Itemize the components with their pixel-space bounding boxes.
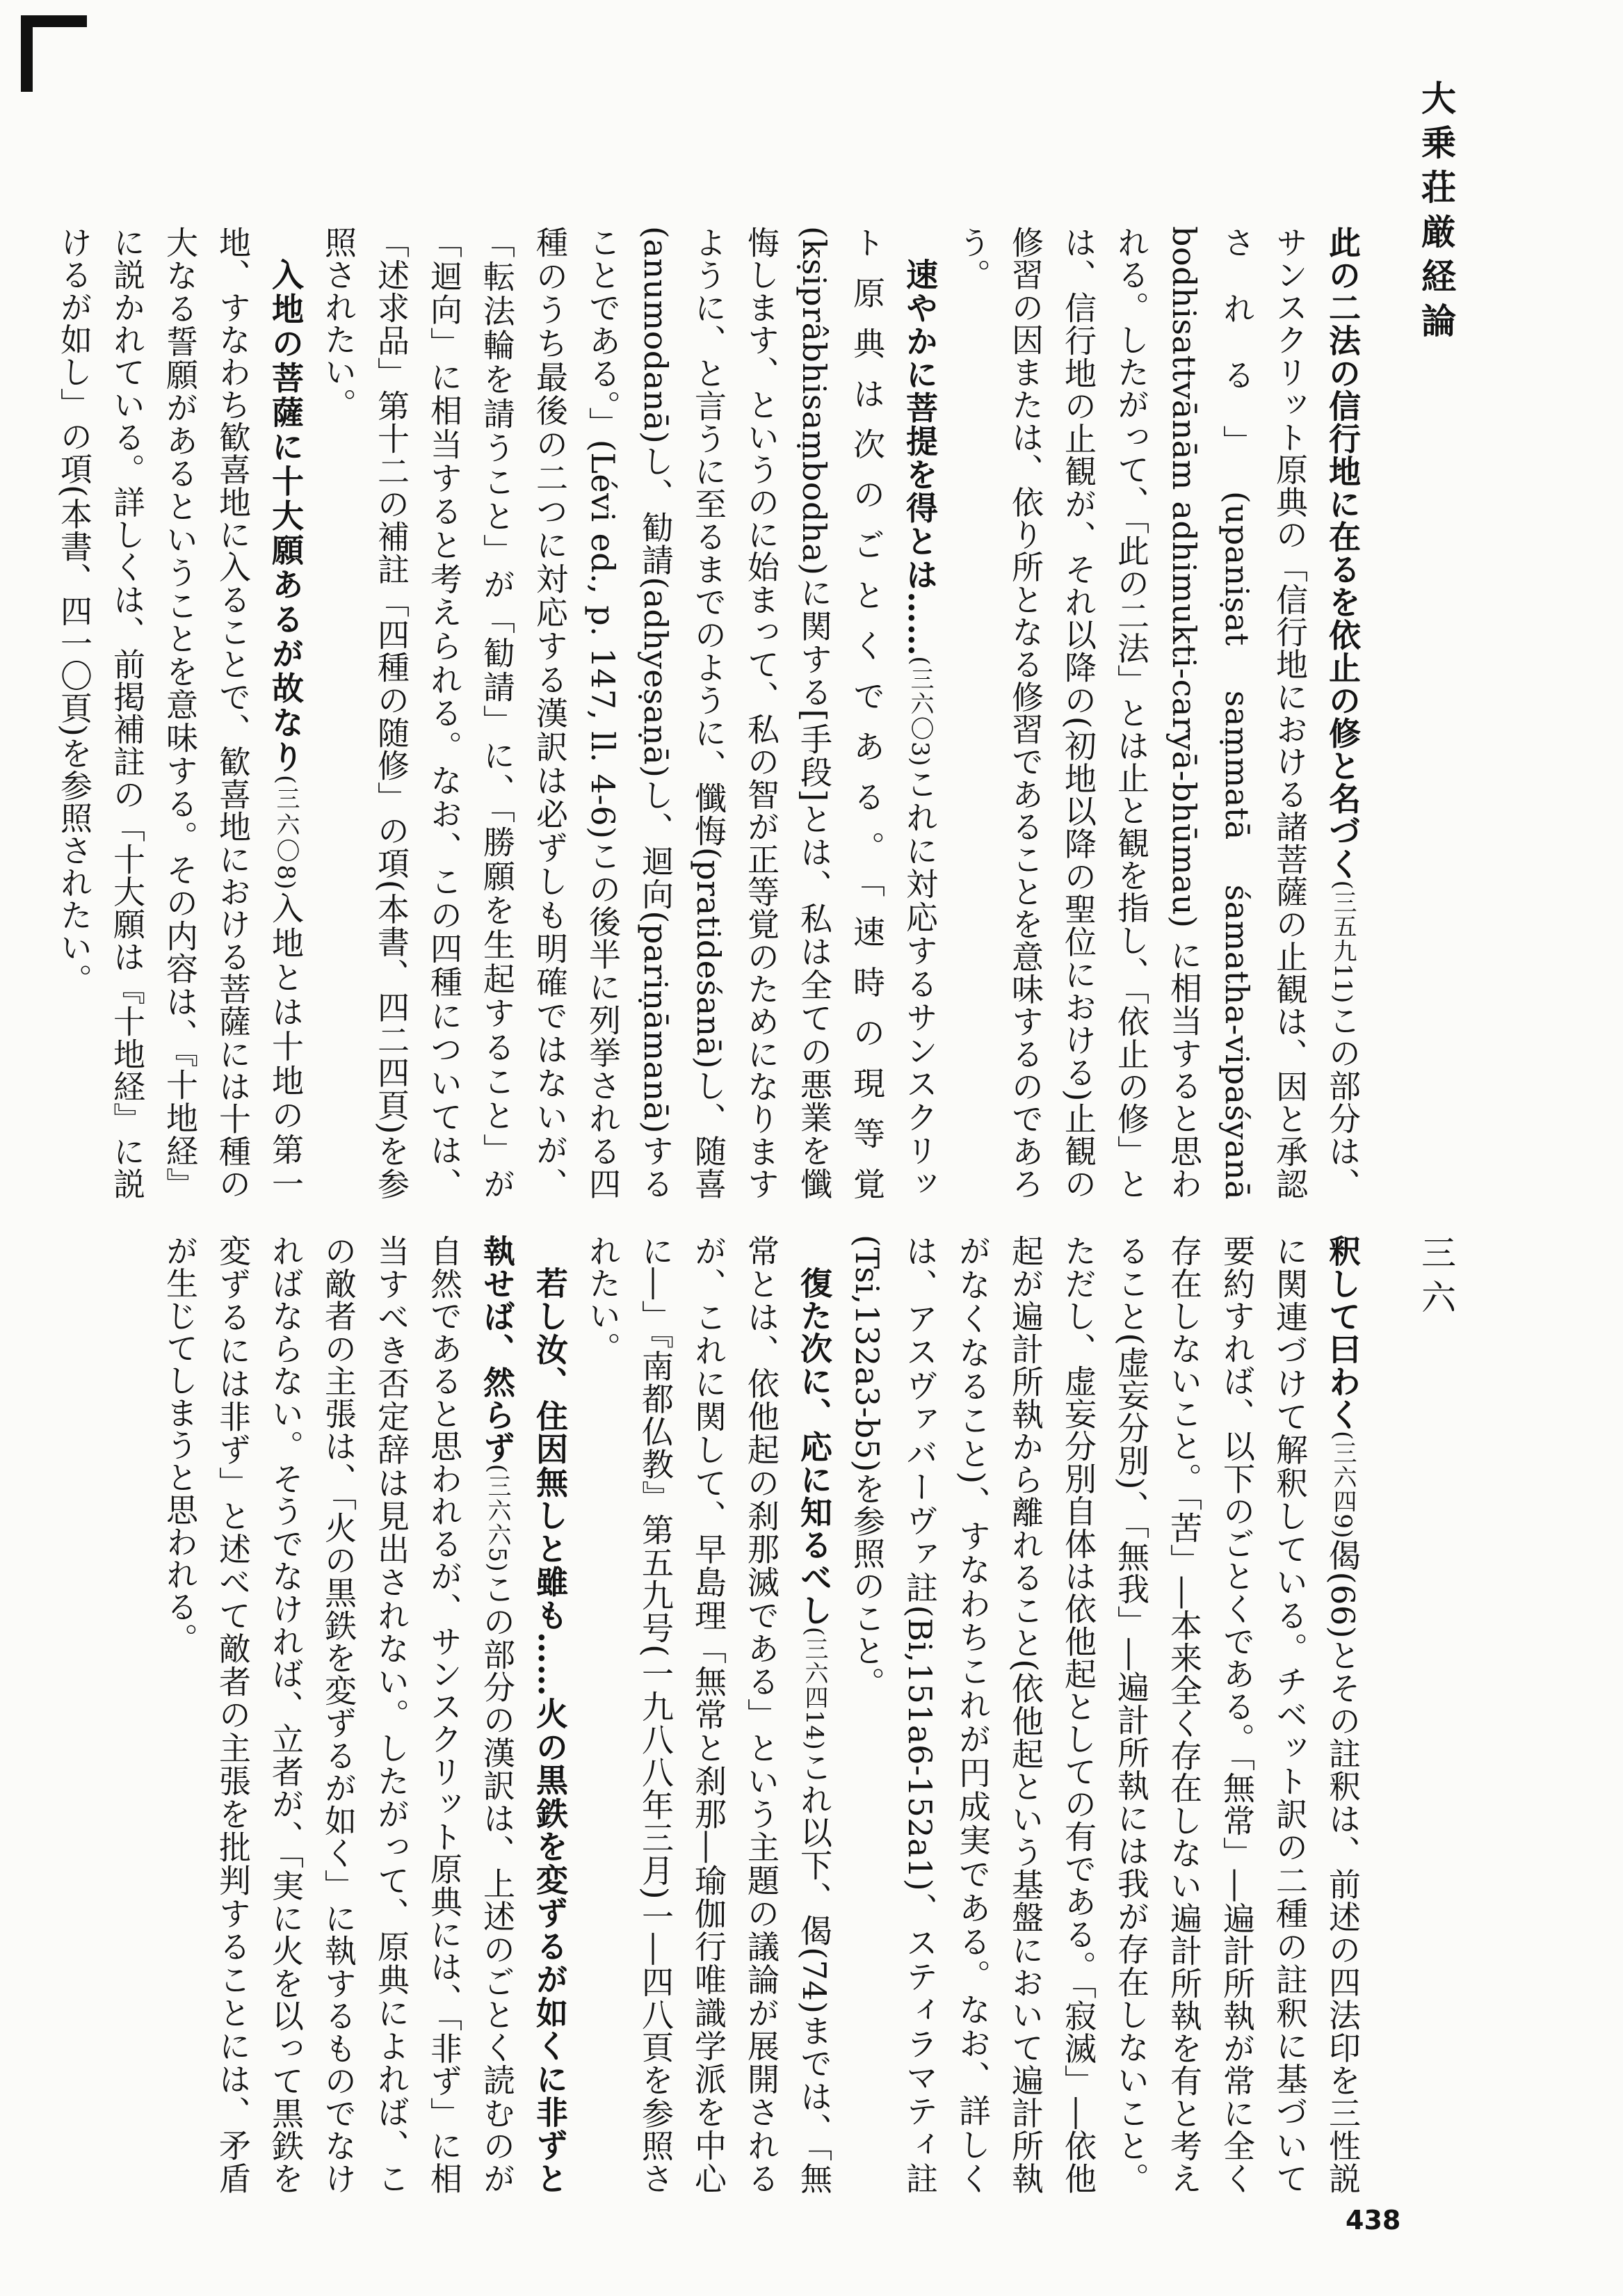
upper-text-column [56,226,1369,1201]
note-heading: 若し汝、住因無しと雖も……火の黒鉄を変ずるが如くに非ずと執せば、然らず [478,1235,569,2194]
page-number-kanji: 三六 [1416,1235,1456,1324]
lower-text-column [161,1235,1369,2195]
note-heading: 速やかに菩提を得とは…… [901,258,939,657]
note-body: 入地とは十地の第一地、すなわち歓喜地に入ることで、歓喜地における菩薩には十種の大なる誓願があるということを意味する。その内容は、『十地経』に説かれている。詳しくは、前掲補註の「十大願は『十地経』に説けるが如し」の項(本書、四一〇頁)を参照されたい。 [56,226,305,1201]
note-reference: (三六四14) [800,1626,828,1751]
note-body: この部分の漢訳は、上述のごとく読むのが自然であると思われるが、サンスクリット原典には、「非ず」に相当すべき否定辞は見出されない。したがって、原典によれば、この敵者の主張は、「火の黒鉄を変ずるが如く」に執するものでなければならない。そうでなければ、立者が、「実に火を以って黒鉄を変ずるには非ず」と述べて敵者の主張を批判することには、矛盾が生じてしまうと思われる。 [161,1235,516,2195]
note-paragraph [946,226,1369,1200]
note-paragraph [154,1235,576,2194]
note-paragraph [576,1235,841,2194]
note-reference: (三六六5) [483,1463,511,1573]
note-paragraph [48,226,312,1200]
note-reference: (三六四9) [1329,1430,1357,1539]
note-body: これ以下、偈(74)までは、「無常とは、依他起の刹那滅である」という主題の議論が展開されるが、これに関して、早島理「無常と刹那―瑜伽行唯識学派を中心に―」『南都仏教』第五九号(一九八八年三月)一―四八頁を参照されたい。 [584,1235,833,2194]
note-paragraph [841,1235,1369,2194]
note-heading: 復た次に、応に知るべし [796,1267,833,1627]
note-body: これに対応するサンスクリット原典は次のごとくである。「速時の現等覚(kṣiprâbhisaṃbodha)に関する[手段]とは、私は全ての悪業を懺悔します、というのに始まって、私の智が正等覚のためになりますように、と言うに至るまでのように、懺悔(pratideśanā)し、随喜(anumodanā)し、勧請(adhyeṣaṇā)し、迴向(pariṇāmanā)することである。」(Lévi ed., p. 147, ll. 4-6)この後半に列挙される四種のうち最後の二つに対応する漢訳は必ずしも明確ではないが、「転法輪を請うこと」が「勧請」に、「勝願を生起すること」が「迴向」に相当すると考えられる。なお、この四種については、「述求品」第十二の補註「四種の随修」の項(本書、四二四頁)を参照されたい。 [320,226,939,1201]
running-title: 大乗荘厳経論 [1416,80,1457,347]
note-heading: 釈して曰わく [1324,1235,1362,1431]
page-number: 438 [1346,2205,1401,2235]
note-paragraph [312,226,946,1200]
note-heading: 入地の菩薩に十大願あるが故なり [267,258,305,775]
note-heading: 此の二法の信行地に在るを依止の修と名づく [1324,226,1362,881]
note-reference: (三五九11) [1329,880,1357,1004]
note-body: 偈(66)とその註釈は、前述の四法印を三性説に関連づけて解釈している。チベット訳の二種の註釈に基づいて要約すれば、以下のごとくである。「無常」―遍計所執が常に全く存在しないこと。「苦」―本来全く存在しない遍計所執を有と考えること(虚妄分別)、「無我」―遍計所執には我が存在しないこと。ただし、虚妄分別自体は依他起としての有である。「寂滅」―依他起が遍計所執から離れること(依他起という基盤において遍計所執がなくなること)、すなわちこれが円成実である。なお、詳しくは、アスヴァバーヴァ註(Bi,151a6-152a1)、スティラマティ註(Tsi,132a3-b5)を参照のこと。 [848,1235,1362,2195]
crop-mark [21,15,87,92]
note-reference: (三六〇8) [272,774,300,890]
note-reference: (三六〇3) [906,656,934,767]
note-body: この部分は、サンスクリット原典の「信行地における諸菩薩の止観は、因と承認される」(upaniṣat saṃmatā śamatha-vipaśyanā bodhisattvānām adhimukti-caryā-bhūmau) に相当すると思われる。したがって、「此の二法」とは止と観を指し、「依止の修」とは、信行地の止観が、それ以降の(初地以降の聖位における)止観の修習の因または、依り所となる修習であることを意味するのであろう。 [954,226,1362,1200]
